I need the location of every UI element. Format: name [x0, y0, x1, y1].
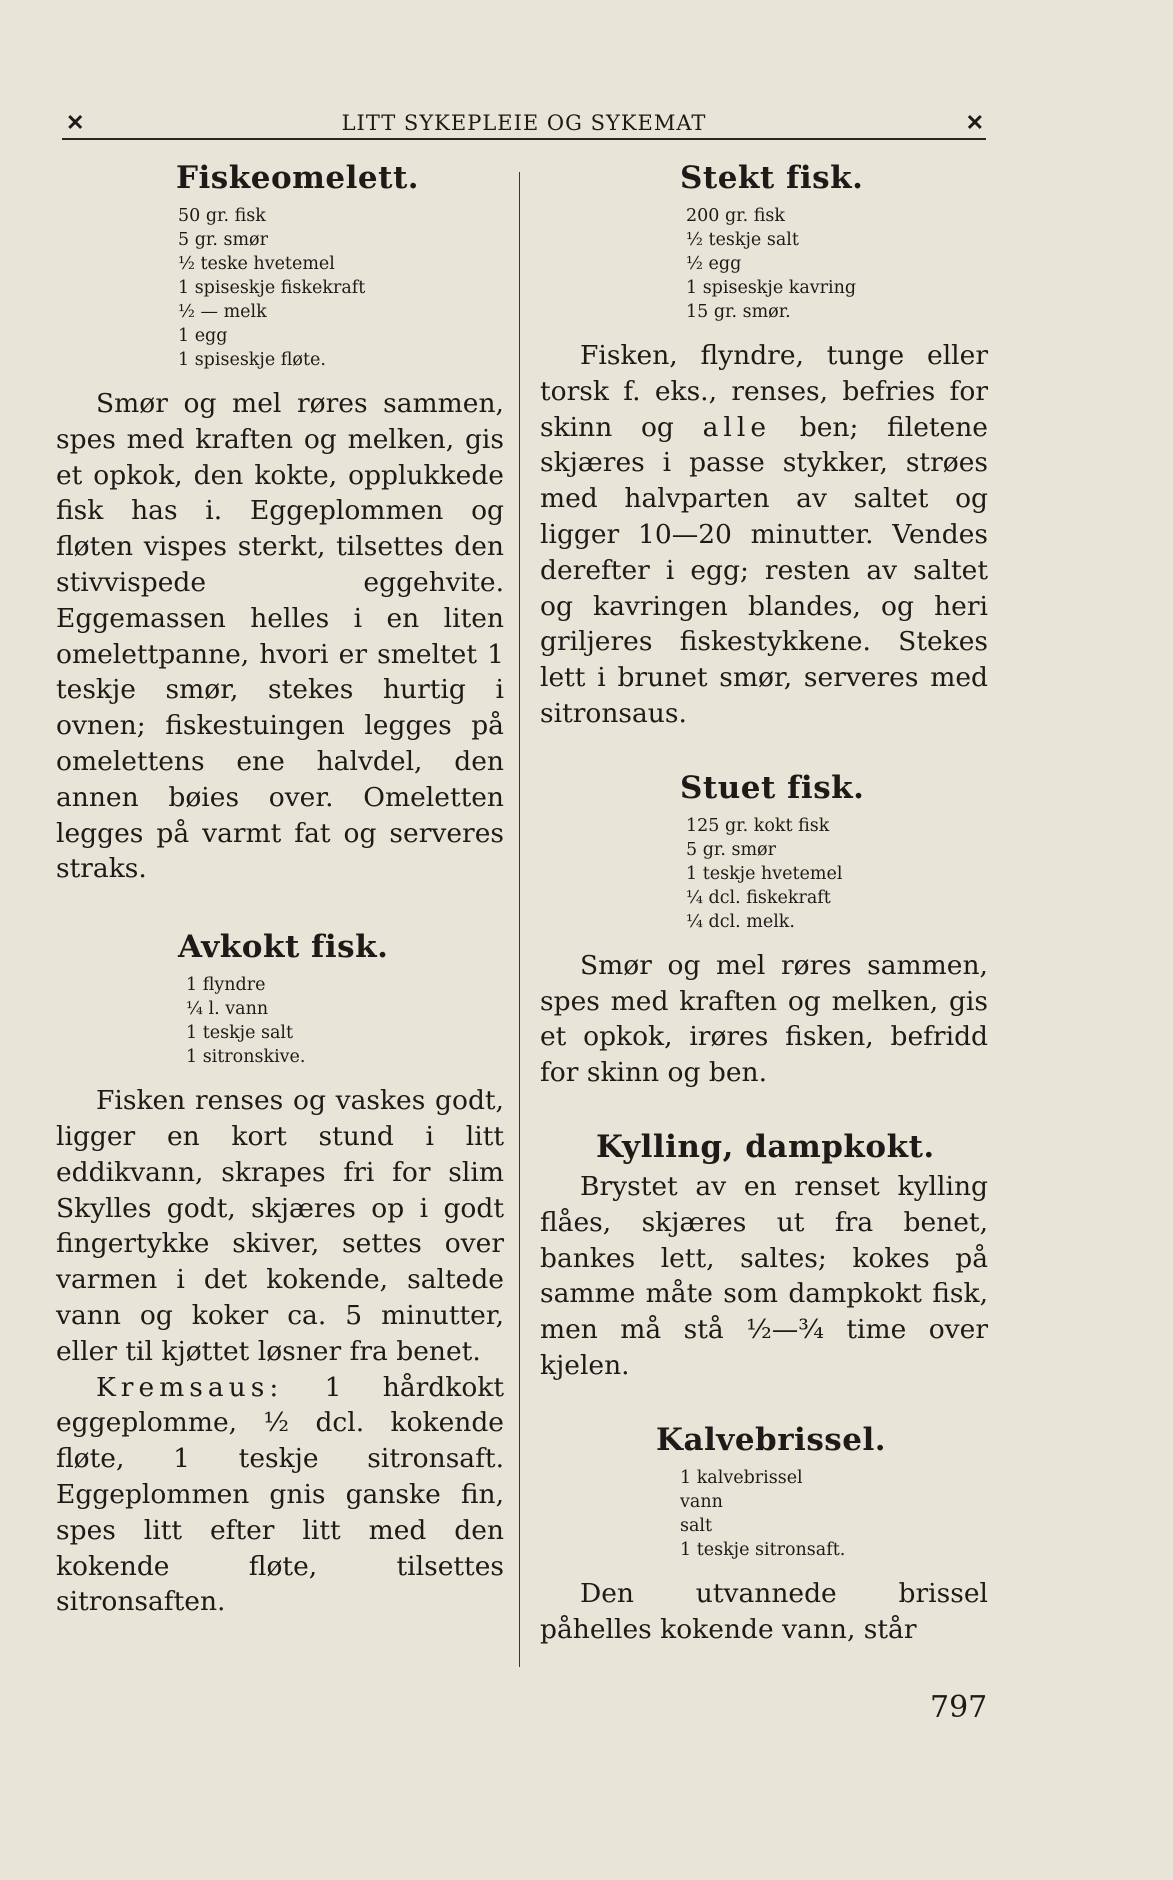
ingredient-item: 5 gr. smør: [178, 230, 268, 250]
recipe-stekt-fisk: [540, 160, 988, 732]
ingredient-item: 1 spiseskje kavring: [686, 278, 857, 298]
ingredient-item: vann: [680, 1491, 723, 1512]
recipe-heading: Fiskeomelett.: [176, 160, 420, 196]
running-title: LITT SYKEPLEIE OG SYKEMAT: [341, 111, 707, 135]
ingredient-item: ¼ dcl. fiskekraft: [686, 887, 831, 908]
ingredient-item: ½ egg: [686, 254, 742, 274]
header-left-ornament: ✕: [66, 110, 85, 136]
header-right-ornament: ✕: [965, 110, 984, 136]
recipe-stuet-fisk: [540, 770, 988, 1091]
ingredient-item: 5 gr. smør: [686, 839, 776, 860]
kremsaus-label: Kremsaus:: [96, 1371, 284, 1403]
recipe-kylling: [540, 1129, 988, 1384]
running-header: [62, 102, 986, 140]
instructions-part: ben; filetene skjæres i passe stykker, strøes med halvparten av saltet og ligger 10—20 minutter. Vendes derefter i egg; resten av saltet og kavringen blandes, og heri griljeres fiskestykkene. Stekes lett i brunet smør, serveres med sitronsaus.: [540, 411, 988, 729]
ingredient-item: ¼ dcl. melk.: [686, 911, 795, 932]
recipe-instructions: Fisken renses og vaskes godt, ligger en kort stund i litt eddikvann, skrapes fri for slim Skylles godt, skjæres op i godt fingertykke skiver, settes over varmen i det kokende, saltede vann og koker ca. 5 minutter, eller til kjøttet løsner fra benet.: [56, 1085, 504, 1367]
ingredient-item: 200 gr. fisk: [686, 206, 785, 226]
ingredient-list: [686, 814, 988, 934]
ingredient-item: 50 gr. fisk: [178, 206, 266, 226]
ingredient-item: 1 teskje hvetemel: [686, 863, 843, 884]
right-column: [540, 160, 988, 1647]
recipe-avkokt-fisk: [56, 929, 504, 1620]
page-number: 797: [930, 1690, 988, 1725]
ingredient-item: 1 sitronskive.: [186, 1047, 306, 1068]
ingredient-item: 1 spiseskje fiskekraft: [178, 278, 366, 298]
recipe-heading: Stekt fisk.: [680, 160, 864, 196]
ingredient-item: ½ — melk: [178, 302, 267, 322]
ingredient-list: [686, 204, 988, 324]
left-column: [56, 160, 504, 1620]
column-divider: [519, 172, 520, 1667]
ingredient-item: ¼ l. vann: [186, 999, 269, 1020]
ingredient-item: 1 teskje sitronsaft.: [680, 1539, 846, 1560]
recipe-instructions: Smør og mel røres sammen, spes med kraften og melken, gis et opkok, den kokte, opplukkede fisk has i. Eggeplommen og fløten vispes sterkt, tilsettes den stivvispede eggehvite. Eggemassen helles i en liten omelettpanne, hvori er smeltet 1 teskje smør, stekes hurtig i ovnen; fiskestuingen legges på omelettens ene halvdel, den annen bøies over. Omeletten legges på varmt fat og serveres straks.: [56, 388, 504, 885]
recipe-instructions: [540, 338, 988, 732]
ingredient-item: ½ teskje salt: [686, 230, 799, 250]
recipe-heading: Kylling, dampkokt.: [596, 1128, 935, 1165]
ingredient-item: 15 gr. smør.: [686, 302, 791, 322]
ingredient-item: 1 teskje salt: [186, 1023, 294, 1044]
kremsaus-paragraph: [56, 1370, 504, 1621]
ingredient-item: 125 gr. kokt fisk: [686, 815, 830, 836]
ingredient-item: 1 flyndre: [186, 975, 266, 996]
ingredient-item: salt: [680, 1515, 713, 1536]
ingredient-item: 1 spiseskje fløte.: [178, 350, 326, 370]
recipe-fiskeomelett: [56, 160, 504, 887]
instructions-part: Fisken, flyndre, tunge eller torsk f. eks., renses, befries for skinn og: [540, 340, 988, 443]
ingredient-item: 1 egg: [178, 326, 228, 346]
recipe-heading: Avkokt fisk.: [178, 929, 389, 966]
recipe-kalvebrissel: [540, 1422, 988, 1648]
recipe-instructions: Den utvannede brissel påhelles kokende vann, står: [540, 1577, 988, 1645]
ingredient-item: 1 kalvebrissel: [680, 1467, 803, 1488]
ingredient-item: ½ teske hvetemel: [178, 254, 335, 274]
ingredient-list: [680, 1466, 988, 1562]
recipe-heading: Kalvebrissel.: [656, 1421, 887, 1458]
ingredient-list: [178, 204, 504, 372]
recipe-instructions: Smør og mel røres sammen, spes med kraften og melken, gis et opkok, irøres fisken, befridd for skinn og ben.: [540, 949, 988, 1089]
recipe-instructions: Brystet av en renset kylling flåes, skjæres ut fra benet, bankes lett, saltes; kokes på samme måte som dampkokt fisk, men må stå ½—¾ time over kjelen.: [540, 1170, 988, 1381]
recipe-heading: Stuet fisk.: [680, 769, 865, 806]
emphasized-word: alle: [702, 411, 772, 443]
kremsaus-text: 1 hårdkokt eggeplomme, ½ dcl. kokende fløte, 1 teskje sitronsaft. Eggeplommen gnis ganske fin, spes litt efter litt med den kokende fløte, tilsettes sitronsaften.: [56, 1371, 504, 1618]
ingredient-list: [186, 973, 504, 1069]
